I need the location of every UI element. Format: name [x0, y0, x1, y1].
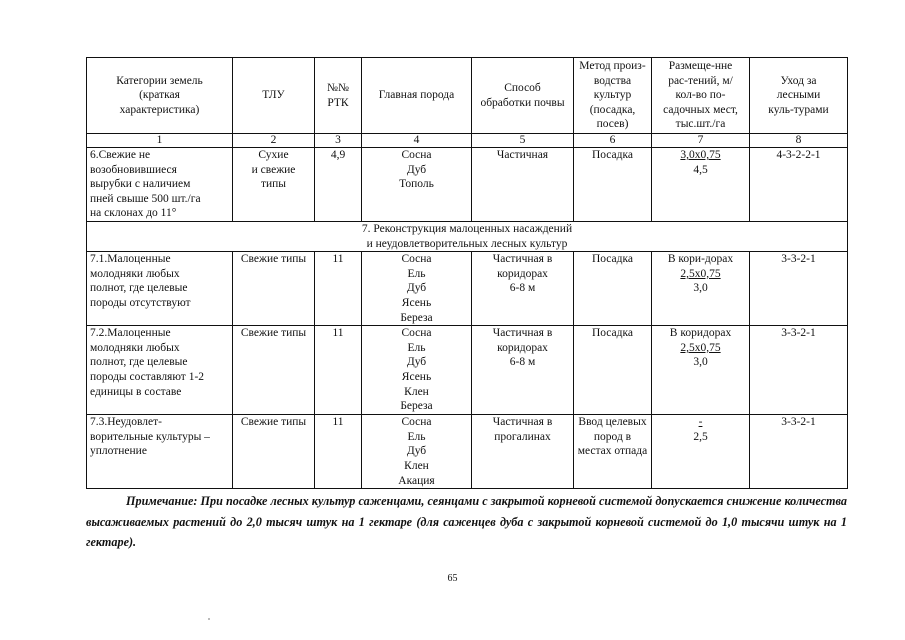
section-row	[87, 222, 848, 252]
placement-count: 3,0	[693, 282, 708, 295]
table-row	[87, 252, 848, 326]
category-cell: 7.2.Малоценные молодняки любых полнот, где целевые породы составляют 1-2 единицы в составе	[87, 326, 233, 415]
header-method: Метод произ- водства культур (посадка, посев)	[574, 58, 652, 134]
page-number: 65	[447, 573, 458, 584]
placement-count: 3,0	[693, 356, 708, 369]
column-number: 8	[750, 134, 848, 148]
species-cell: Сосна Дуб Тополь	[362, 148, 472, 222]
column-number: 4	[362, 134, 472, 148]
rtk-cell: 11	[315, 326, 362, 415]
rtk-cell: 4,9	[315, 148, 362, 222]
placement-cell	[652, 148, 750, 222]
column-number-row	[87, 134, 848, 148]
tlu-cell: Свежие типы	[233, 326, 315, 415]
placement-label: В коридорах	[669, 327, 732, 340]
placement-spacing: -	[698, 416, 703, 429]
species-cell: Сосна Ель Дуб Ясень Береза	[362, 252, 472, 326]
placement-cell	[652, 326, 750, 415]
column-number: 7	[652, 134, 750, 148]
placement-cell	[652, 415, 750, 489]
method-cell: Ввод целевых пород в местах отпада	[574, 415, 652, 489]
method-cell: Посадка	[574, 326, 652, 415]
rtk-cell: 11	[315, 252, 362, 326]
species-cell: Сосна Ель Дуб Клен Акация	[362, 415, 472, 489]
care-cell: 3-3-2-1	[750, 252, 848, 326]
category-cell: 7.1.Малоценные молодняки любых полнот, где целевые породы отсутствуют	[87, 252, 233, 326]
category-cell: 7.3.Неудовлет- ворительные культуры – уплотнение	[87, 415, 233, 489]
scan-speck	[208, 618, 210, 620]
header-care: Уход за лесными куль-турами	[750, 58, 848, 134]
header-species: Главная порода	[362, 58, 472, 134]
method-cell: Посадка	[574, 148, 652, 222]
header-soil: Способ обработки почвы	[472, 58, 574, 134]
care-cell: 3-3-2-1	[750, 326, 848, 415]
column-number: 2	[233, 134, 315, 148]
placement-label: В кори-дорах	[667, 253, 734, 266]
table-row	[87, 148, 848, 222]
placement-cell	[652, 252, 750, 326]
category-cell: 6.Свежие не возобновившиеся вырубки с наличием пней свыше 500 шт./га на склонах до 11°	[87, 148, 233, 222]
table-row	[87, 326, 848, 415]
placement-count: 4,5	[693, 163, 708, 176]
column-number: 5	[472, 134, 574, 148]
header-rtk: №№ РТК	[315, 58, 362, 134]
placement-spacing: 2,5x0,75	[680, 341, 721, 354]
soil-cell: Частичная в коридорах 6-8 м	[472, 252, 574, 326]
header-category: Категории земель (краткая характеристика)	[87, 58, 233, 134]
land-categories-table	[86, 57, 848, 489]
section-title: 7. Реконструкция малоценных насаждений и неудовлетворительных лесных культур	[87, 222, 848, 252]
header-tlu: ТЛУ	[233, 58, 315, 134]
rtk-cell: 11	[315, 415, 362, 489]
tlu-cell: Свежие типы	[233, 415, 315, 489]
column-number: 6	[574, 134, 652, 148]
method-cell: Посадка	[574, 252, 652, 326]
care-cell: 4-3-2-2-1	[750, 148, 848, 222]
tlu-cell: Свежие типы	[233, 252, 315, 326]
soil-cell: Частичная в коридорах 6-8 м	[472, 326, 574, 415]
tlu-cell: Сухие и свежие типы	[233, 148, 315, 222]
column-number: 3	[315, 134, 362, 148]
table-row	[87, 415, 848, 489]
header-placement: Размеще-нне рас-тений, м/ кол-во по- садочных мест, тыс.шт./га	[652, 58, 750, 134]
soil-cell: Частичная	[472, 148, 574, 222]
placement-count: 2,5	[693, 430, 708, 443]
placement-spacing: 2,5x0,75	[680, 267, 721, 280]
placement-spacing: 3,0x0,75	[680, 149, 721, 161]
header-row	[87, 58, 848, 134]
species-cell: Сосна Ель Дуб Ясень Клен Береза	[362, 326, 472, 415]
care-cell: 3-3-2-1	[750, 415, 848, 489]
table-note: Примечание: При посадке лесных культур саженцами, сеянцами с закрытой корневой системой допускается снижение количества высаживаемых растений до 2,0 тысяч штук на 1 гектаре (для саженцев дуба с закрытой корневой системой до 1,0 тысячи штук на 1 гектаре).	[86, 494, 847, 550]
column-number: 1	[87, 134, 233, 148]
soil-cell: Частичная в прогалинах	[472, 415, 574, 489]
